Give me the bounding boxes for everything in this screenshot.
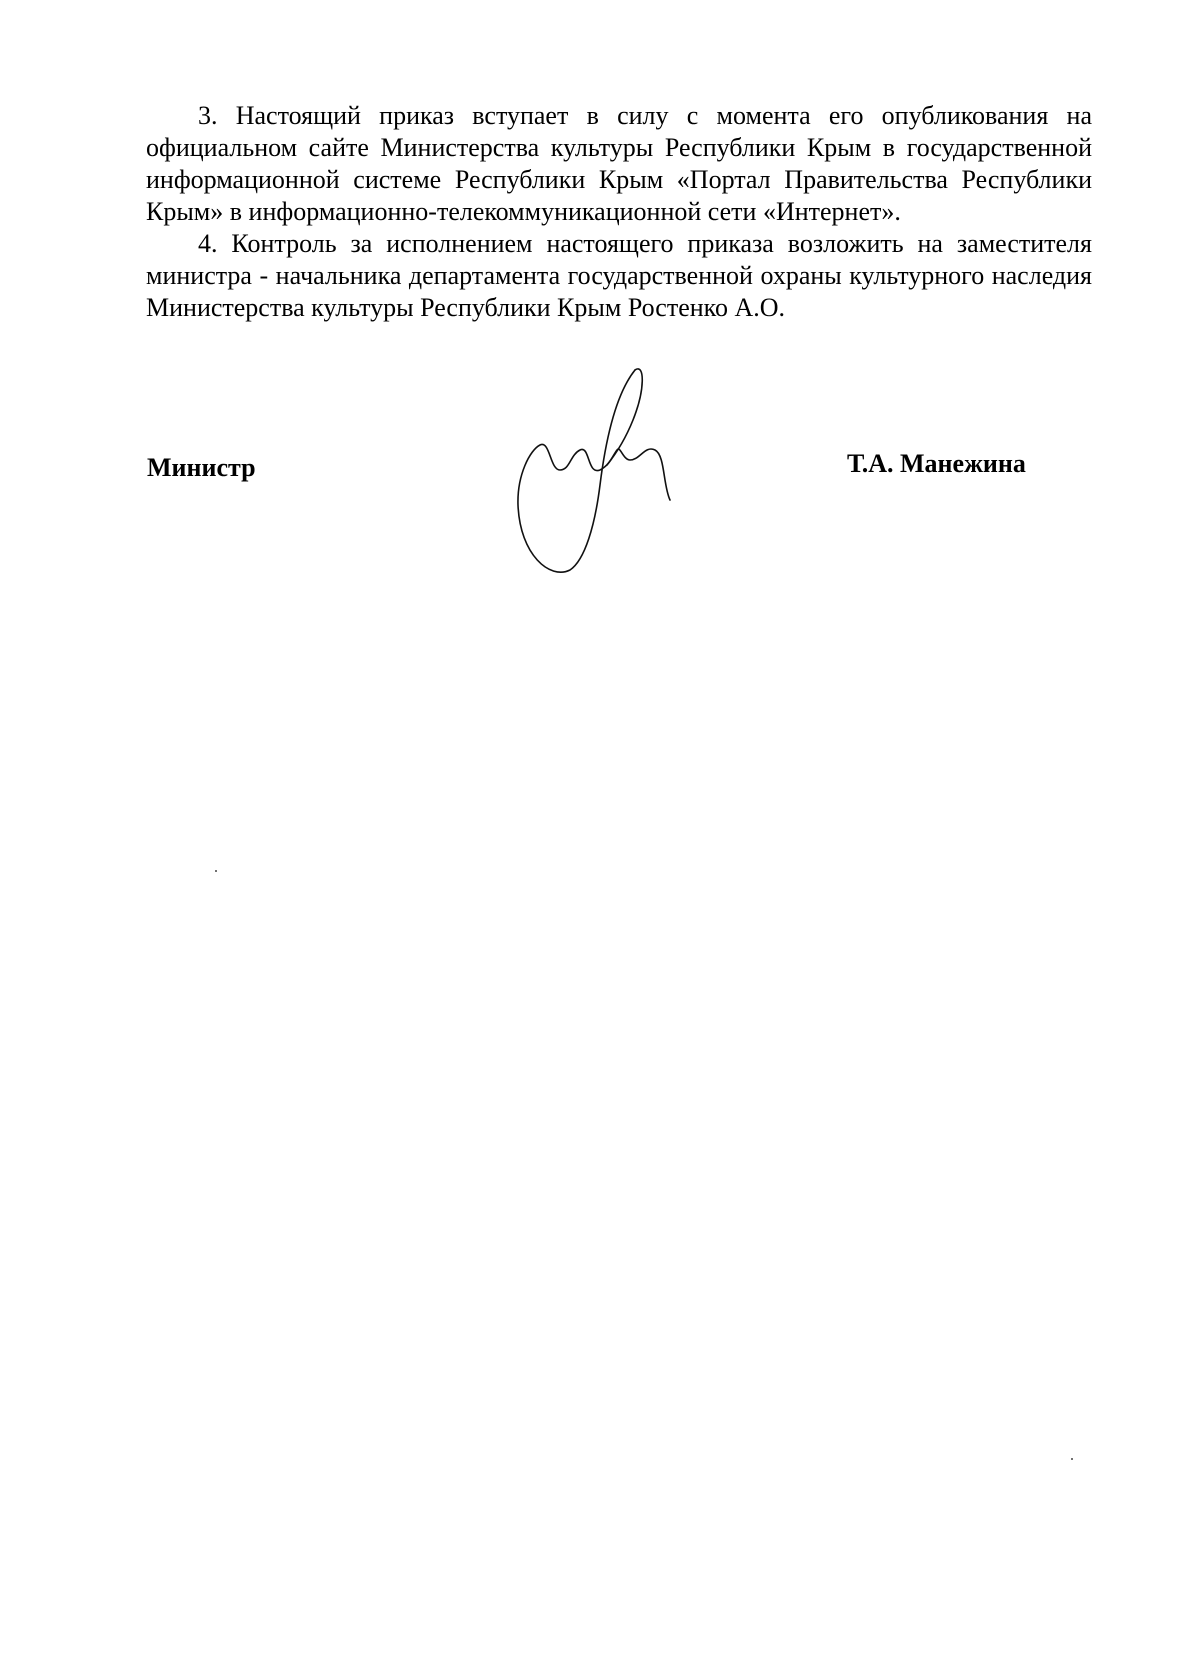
scan-speck (215, 870, 217, 872)
handwritten-signature-icon (515, 365, 705, 585)
document-body (146, 100, 1092, 324)
signer-name: Т.А. Манежина (847, 449, 1026, 478)
scan-speck (1071, 1458, 1073, 1460)
signer-position: Министр (147, 453, 256, 482)
paragraph-3: 3. Настоящий приказ вступает в силу с момента его опубликования на официальном сайте Министерства культуры Республики Крым в государственной информационной системе Республики Крым «Портал Правительства Республики Крым» в информационно-телекоммуникационной сети «Интернет». (146, 101, 1092, 226)
paragraph-4: 4. Контроль за исполнением настоящего приказа возложить на заместителя министра - начальника департамента государственной охраны культурного наследия Министерства культуры Республики Крым Ростенко А.О. (146, 229, 1092, 322)
